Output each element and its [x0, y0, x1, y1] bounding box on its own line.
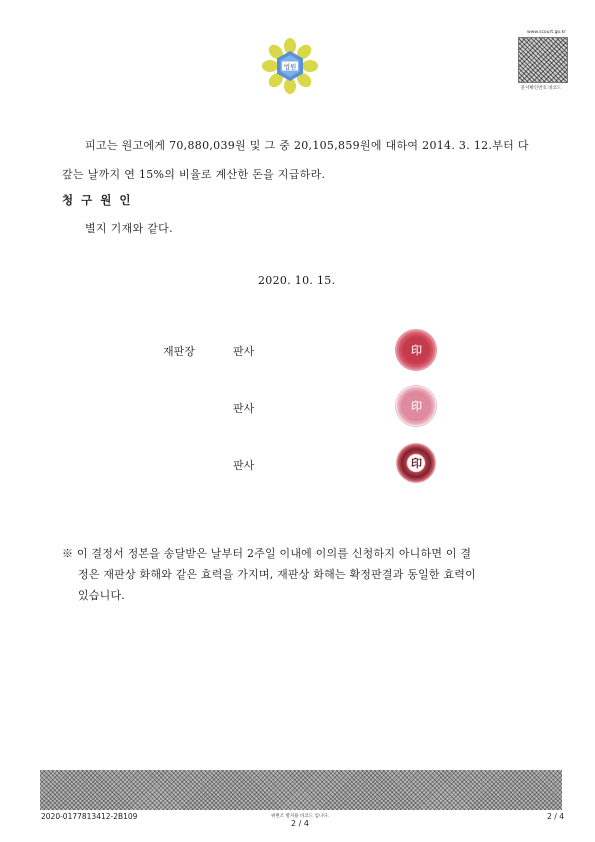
page-number-right: 2 / 4 — [547, 812, 564, 821]
note-line-1: ※ 이 결정서 정본을 송달받은 날부터 2주일 이내에 이의를 신청하지 아니하면 이 결 — [62, 547, 472, 560]
judge-seal-1: 印 — [396, 330, 436, 370]
judge-seal-2: 印 — [396, 386, 436, 426]
judge-title-2: 판사 — [233, 402, 255, 415]
barcode-caption: 위변조 방지용 바코드 입니다. — [271, 814, 329, 819]
order-line-1: 피고는 원고에게 70,880,039원 및 그 중 20,105,859원에 대하여 2014. 3. 12.부터 다 — [85, 139, 529, 152]
note-line-3: 있습니다. — [78, 589, 126, 602]
page-number-center: 2 / 4 — [291, 819, 309, 828]
judge-title-1: 판사 — [233, 345, 255, 358]
judge-title-3: 판사 — [233, 459, 255, 472]
anti-forgery-barcode — [40, 770, 562, 810]
qr-caption: 문서확인번호 바코드 — [520, 86, 562, 91]
qr-code-icon — [518, 37, 568, 83]
document-number: 2020-0177813412-2B109 — [41, 812, 138, 821]
judge-seal-3: 印 — [396, 443, 436, 483]
order-line-2: 갚는 날까지 연 15%의 비율로 계산한 돈을 지급하라. — [62, 168, 326, 181]
qr-block — [516, 30, 566, 91]
qr-url: www.scourt.go.kr — [527, 30, 566, 35]
claim-heading: 청 구 원 인 — [62, 193, 133, 207]
claim-text: 별지 기재와 같다. — [85, 222, 173, 235]
court-emblem-icon — [262, 38, 318, 94]
emblem-label: 법원 — [283, 63, 297, 71]
note-line-2: 정은 재판상 화해와 같은 효력을 가지며, 재판상 화해는 확정판결과 동일한 효력이 — [78, 568, 476, 581]
presiding-judge-role: 재판장 — [163, 345, 195, 358]
decision-date: 2020. 10. 15. — [258, 274, 336, 287]
